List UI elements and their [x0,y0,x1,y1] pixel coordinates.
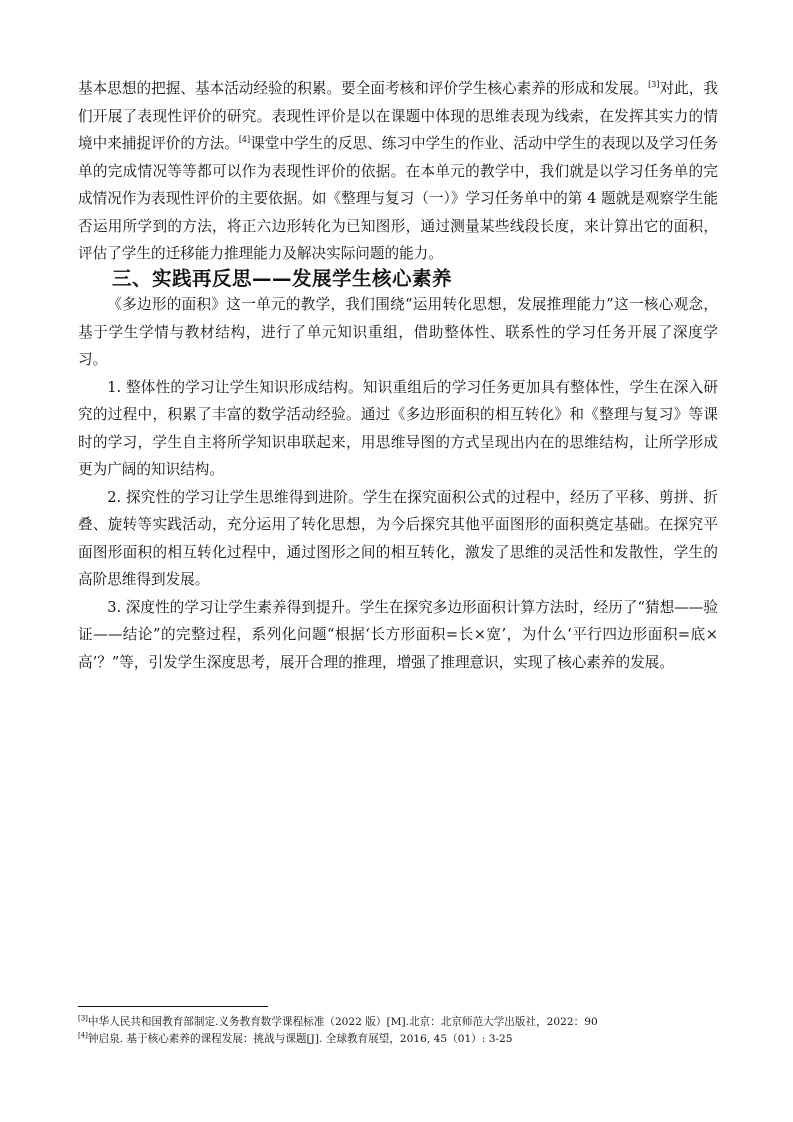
section-paragraph: 《多边形的面积》这一单元的教学，我们围绕“运用转化思想，发展推理能力”这一核心观念，基于学生学情与教材结构，进行了单元知识重组，借助整体性、联系性的学习任务开展了深度学习。 [78,296,718,368]
intro-paragraph [78,75,718,268]
footnotes [78,1014,718,1048]
footnote-item [78,1031,718,1048]
footnote-item [78,1014,718,1031]
citation-ref-3[interactable]: [3] [648,80,660,90]
intro-text-part3: 课堂中学生的反思、练习中学生的作业、活动中学生的表现以及学习任务单的完成情况等等都可以作为表现性评价的依据。在本单元的教学中，我们就是以学习任务单的完成情况作为表现性评价的主要依据。如《整理与复习（一）》学习任务单中的第 4 题就是观察学生能否运用所学到的方法，将正六边形转化为已知图形，通过测量某些线段长度，来计算出它的面积，评估了学生的迁移能力推理能力及解决实际问题的能力。 [78,135,718,262]
section-body [78,291,718,676]
intro-text-part1: 基本思想的把握、基本活动经验的积累。要全面考核和评价学生核心素养的形成和发展。 [78,80,649,97]
section-paragraph: 3. 深度性的学习让学生素养得到提升。学生在探究多边形面积计算方法时，经历了“猜想——验证——结论”的完整过程，系列化问题“根据‘长方形面积=长×宽’，为什么‘平行四边形面积=底×高’？”等，引发学生深度思考，展开合理的推理，增强了推理意识，实现了核心素养的发展。 [78,598,718,671]
footnote-divider [78,1006,268,1007]
citation-ref-4[interactable]: [4] [238,135,251,145]
intro-text-part2: 对此，我们开展了表现性评价的研究。表现性评价是以在课题中体现的思维表现为线索，在发挥其实力的情境中来捕捉评价的方法。 [78,80,718,152]
footnote-mark: [4] [78,1031,88,1040]
section-paragraph: 1. 整体性的学习让学生知识形成结构。知识重组后的学习任务更加具有整体性，学生在深入研究的过程中，积累了丰富的数学活动经验。通过《多边形面积的相互转化》和《整理与复习》等课时的学习，学生自主将所学知识串联起来，用思维导图的方式呈现出内在的思维结构，让所学形成更为广阔的知识结构。 [78,378,718,478]
section-paragraph: 2. 探究性的学习让学生思维得到进阶。学生在探究面积公式的过程中，经历了平移、剪拼、折叠、旋转等实践活动，充分运用了转化思想，为今后探究其他平面图形的面积奠定基础。在探究平面图形面积的相互转化过程中，通过图形之间的相互转化，激发了思维的灵活性和发散性，学生的高阶思维得到发展。 [78,488,718,588]
footnote-text: 中华人民共和国教育部制定.义务教育数学课程标准（2022 版）[M].北京：北京师范大学出版社，2022：90 [87,1016,598,1028]
footnote-text: 钟启泉. 基于核心素养的课程发展：挑战与课题[J]. 全球教育展望，2016, 45（01）: 3-25 [87,1033,513,1045]
footnote-mark: [3] [78,1014,88,1023]
section-heading: 三、实践再反思——发展学生核心素养 [112,267,453,290]
